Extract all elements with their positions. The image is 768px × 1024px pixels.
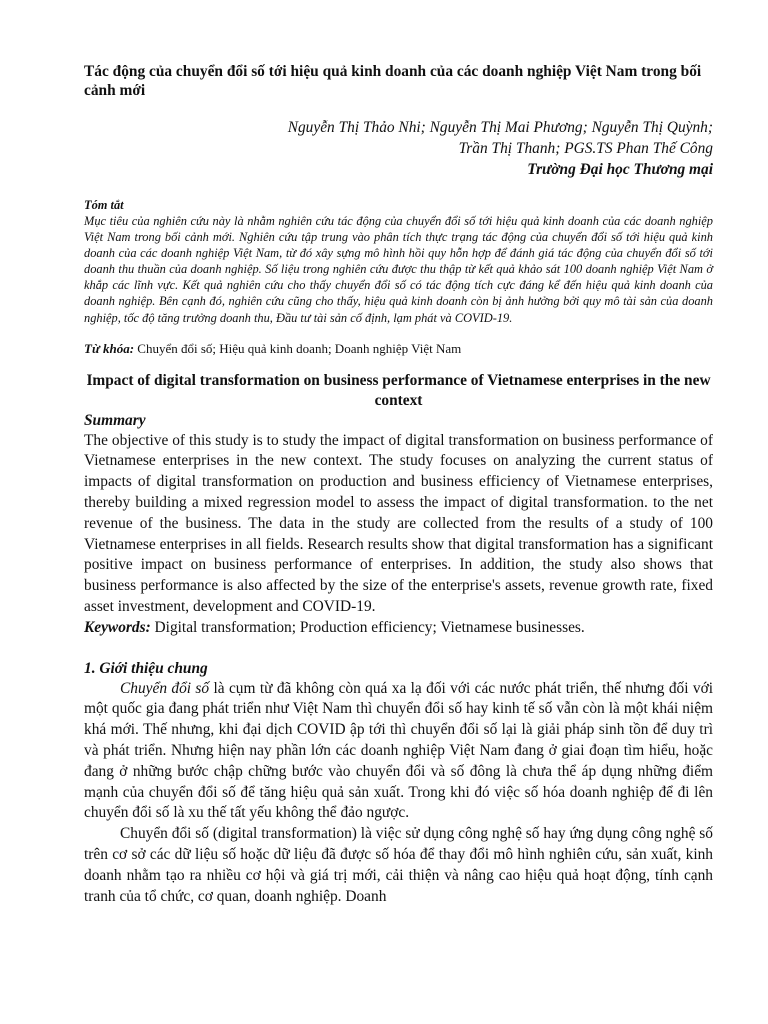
author-block <box>84 117 713 180</box>
section-1-heading: 1. Giới thiệu chung <box>84 659 208 677</box>
keywords-en-text: Digital transformation; Production efficiency; Vietnamese businesses. <box>150 618 585 636</box>
keywords-en <box>84 618 713 639</box>
keywords-vi <box>84 341 713 357</box>
vietnamese-title: Tác động của chuyển đổi số tới hiệu quả kinh doanh của các doanh nghiệp Việt Nam trong bối cảnh mới <box>84 63 702 99</box>
keywords-en-label: Keywords: <box>84 618 151 636</box>
authors-line-2: Trần Thị Thanh; PGS.TS Phan Thế Công <box>458 140 713 157</box>
keywords-vi-label: Từ khóa: <box>84 340 135 356</box>
authors-line-1: Nguyễn Thị Thảo Nhi; Nguyễn Thị Mai Phương; Nguyễn Thị Quỳnh; <box>287 119 713 136</box>
section-1-paragraph-1 <box>84 679 713 825</box>
paragraph-1-italic-term: Chuyển đổi số <box>120 679 210 697</box>
abstract-vi-text: Mục tiêu của nghiên cứu này là nhằm nghiên cứu tác động của chuyển đổi số tới hiệu quả kinh doanh của các doanh nghiệp Việt Nam trong bối cảnh mới. Nghiên cứu tập trung vào phân tích thực trạng tác động của chuyển đổi số tới hiệu quả kinh doanh của các doanh nghiệp Việt Nam, từ đó xây sựng mô hình hồi quy hỗn hợp để đánh giá tác động của chuyển đổi số tới doanh thu thuần của doanh nghiệp. Số liệu trong nghiên cứu được thu thập từ kết quả khảo sát 100 doanh nghiệp Việt Nam ở khắp các lĩnh vực. Kết quả nghiên cứu cho thấy chuyển đổi số có tác động tích cực đáng kể đến hiệu quả kinh doanh của doanh nghiệp. Bên cạnh đó, nghiên cứu cũng cho thấy, hiệu quả kinh doanh còn bị ảnh hưởng bởi quy mô tài sản của doanh nghiệp, tốc độ tăng trưởng doanh thu, Đầu tư tài sản cố định, lạm phát và COVID-19. <box>84 214 713 325</box>
summary-heading: Summary <box>84 411 146 429</box>
english-title: Impact of digital transformation on business performance of Vietnamese enterprises in the new context <box>86 371 711 409</box>
affiliation: Trường Đại học Thương mại <box>527 161 713 178</box>
paragraph-1-text: là cụm từ đã không còn quá xa lạ đối với các nước phát triển, thế nhưng đối với một quốc gia đang phát triển như Việt Nam thì chuyển đổi số hay kinh tế số vẫn còn là một khái niệm khá mới. Thế nhưng, khi đại dịch COVID ập tới thì chuyển đổi số lại là giải pháp sinh tồn để duy trì và phát triển. Nhưng hiện nay phần lớn các doanh nghiệp Việt Nam đang ở giai đoạn tìm hiểu, hoặc đang ở những bước chập chững bước vào chuyển đổi và số đông là chưa thể áp dụng những điểm mạnh của chuyển đổi số để tăng hiệu quả sản xuất. Trong khi đó việc số hóa doanh nghiệp để đi lên chuyển đổi số là xu thế tất yếu không thể đảo ngược. <box>84 679 713 822</box>
summary-text: The objective of this study is to study the impact of digital transformation on business performance of Vietnamese enterprises in the new context. The study focuses on analyzing the current status of impacts of digital transformation on production and business efficiency of Vietnamese enterprises, thereby building a mixed regression model to assess the impact of digital transformation. to the net revenue of the business. The data in the study are collected from the results of a study of 100 Vietnamese enterprises in all fields. Research results show that digital transformation has a significant positive impact on business performance of enterprises. In addition, the study also shows that business performance is also affected by the size of the enterprise's assets, revenue growth rate, fixed asset investment, development and COVID-19. <box>84 431 713 616</box>
keywords-vi-text: Chuyển đổi số; Hiệu quả kinh doanh; Doanh nghiệp Việt Nam <box>134 340 462 356</box>
paper-page <box>84 62 713 907</box>
abstract-vi-heading: Tóm tắt <box>84 198 124 212</box>
section-1-paragraph-2: Chuyển đổi số (digital transformation) là việc sử dụng công nghệ số hay ứng dụng công nghệ số trên cơ sở các dữ liệu số hoặc dữ liệu đã được số hóa để thay đổi mô hình nghiên cứu, sản xuất, kinh doanh nhằm tạo ra nhiều cơ hội và giá trị mới, cải thiện và nâng cao hiệu quả hoạt động, tính cạnh tranh của tổ chức, cơ quan, doanh nghiệp. Doanh <box>84 825 713 905</box>
